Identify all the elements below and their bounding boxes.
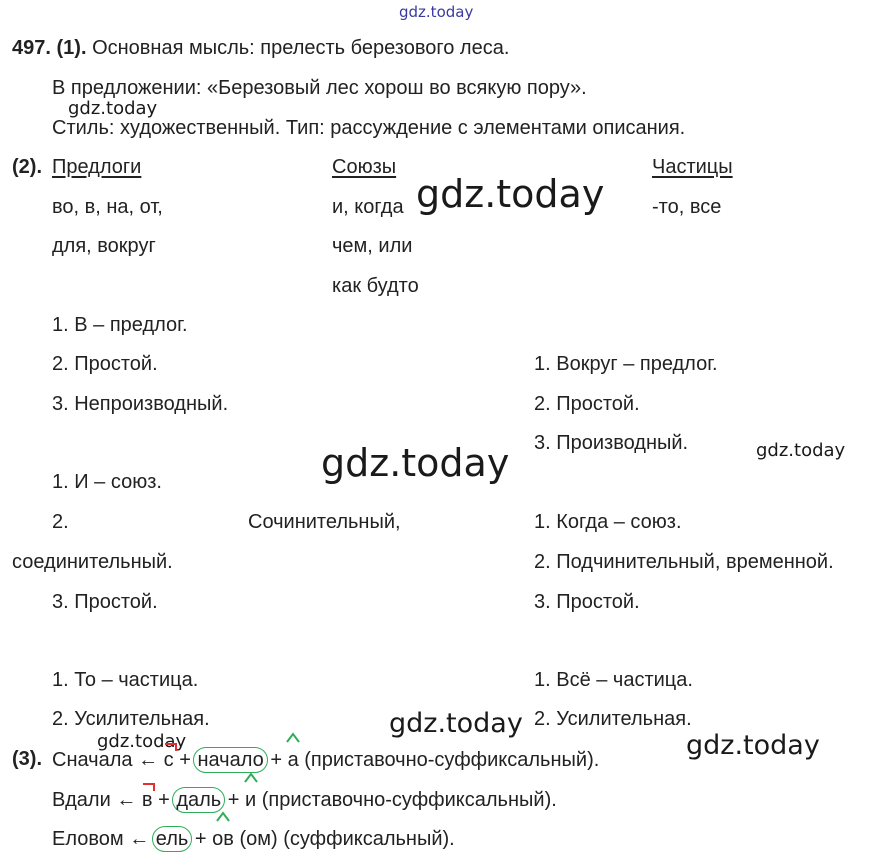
watermark-large: gdz.today — [416, 172, 605, 216]
conjunctions-line: как будто — [332, 275, 419, 297]
analysis-vokrug-line: 3. Производный. — [534, 432, 689, 454]
part1-label: (1). — [56, 37, 87, 59]
analysis-vokrug-line: 1. Вокруг – предлог. — [534, 353, 718, 375]
analysis-v-line: 3. Непроизводный. — [52, 393, 229, 415]
analysis-i-line: 2. — [52, 511, 69, 533]
analysis-i-line: соединительный. — [12, 551, 173, 573]
watermark-small: gdz.today — [97, 731, 187, 752]
prefix-mark: с — [164, 748, 174, 772]
analysis-i-line: 3. Простой. — [52, 591, 158, 613]
suffix-mark: а — [288, 748, 299, 772]
root-word-circled: ель — [152, 826, 193, 852]
watermark-top: gdz.today — [399, 3, 474, 21]
suffix-caret-icon — [216, 812, 230, 822]
watermark-small: gdz.today — [756, 440, 846, 461]
word: Еловом — [52, 828, 124, 850]
suffix-mark: ов — [212, 827, 234, 851]
part3-label: (3). — [12, 748, 42, 770]
prefix-mark: в — [142, 788, 153, 812]
derivation-arrow: ← — [129, 828, 150, 850]
analysis-kogda-line: 1. Когда – союз. — [534, 511, 682, 533]
prepositions-line: во, в, на, от, — [52, 196, 163, 218]
header-particles: Частицы — [652, 156, 733, 178]
derivation-arrow: ← — [138, 749, 159, 771]
watermark-medium: gdz.today — [686, 730, 820, 761]
word-analysis-snachala — [52, 747, 599, 773]
ending-text: (ом) — [239, 828, 278, 850]
task-number: 497. — [12, 37, 51, 59]
header-prepositions: Предлоги — [52, 156, 142, 178]
formation-note: (приставочно-суффиксальный). — [261, 789, 557, 811]
prefix-corner-icon — [164, 742, 178, 752]
prefix-corner-icon — [142, 782, 156, 792]
suffix-caret-icon — [244, 773, 258, 783]
root-word-circled: начало — [193, 747, 267, 773]
analysis-i-line: 1. И – союз. — [52, 471, 162, 493]
analysis-to-line: 1. То – частица. — [52, 669, 199, 691]
formation-note: (суффиксальный). — [283, 828, 455, 850]
part2-label: (2). — [12, 156, 42, 178]
formation-note: (приставочно-суффиксальный). — [304, 749, 600, 771]
conjunctions-line: и, когда — [332, 196, 404, 218]
plus-sign: + — [270, 749, 282, 771]
analysis-v-line: 1. В – предлог. — [52, 314, 188, 336]
analysis-i-line: Сочинительный, — [248, 511, 401, 533]
analysis-vse-line: 2. Усилительная. — [534, 708, 692, 730]
particles-line: -то, все — [652, 196, 722, 218]
style-type-text: Стиль: художественный. Тип: рассуждение с элементами описания. — [52, 117, 686, 139]
analysis-v-line: 2. Простой. — [52, 353, 158, 375]
analysis-vse-line: 1. Всё – частица. — [534, 669, 693, 691]
suffix-caret-icon — [286, 733, 300, 743]
watermark-small: gdz.today — [68, 98, 158, 119]
word-analysis-elovom — [52, 826, 455, 852]
analysis-to-line: 2. Усилительная. — [52, 708, 210, 730]
analysis-vokrug-line: 2. Простой. — [534, 393, 640, 415]
analysis-kogda-line: 3. Простой. — [534, 591, 640, 613]
root-word-circled: даль — [172, 787, 225, 813]
prepositions-line: для, вокруг — [52, 235, 156, 257]
plus-sign: + — [194, 828, 207, 850]
analysis-kogda-line: 2. Подчинительный, временной. — [534, 551, 834, 573]
word: Вдали — [52, 789, 111, 811]
part1-line1 — [12, 36, 509, 60]
header-conjunctions: Союзы — [332, 156, 397, 178]
watermark-medium: gdz.today — [389, 708, 523, 739]
plus-sign: + — [227, 789, 240, 811]
plus-sign: + — [179, 749, 191, 771]
conjunctions-line: чем, или — [332, 235, 413, 257]
main-idea-text: Основная мысль: прелесть березового леса. — [92, 37, 510, 59]
derivation-arrow: ← — [116, 789, 137, 811]
sentence-text: В предложении: «Березовый лес хорош во всякую пору». — [52, 77, 587, 99]
word-analysis-vdali — [52, 787, 557, 813]
plus-sign: + — [158, 789, 170, 811]
word: Сначала — [52, 749, 133, 771]
watermark-large: gdz.today — [321, 441, 510, 485]
suffix-mark: и — [245, 788, 256, 812]
